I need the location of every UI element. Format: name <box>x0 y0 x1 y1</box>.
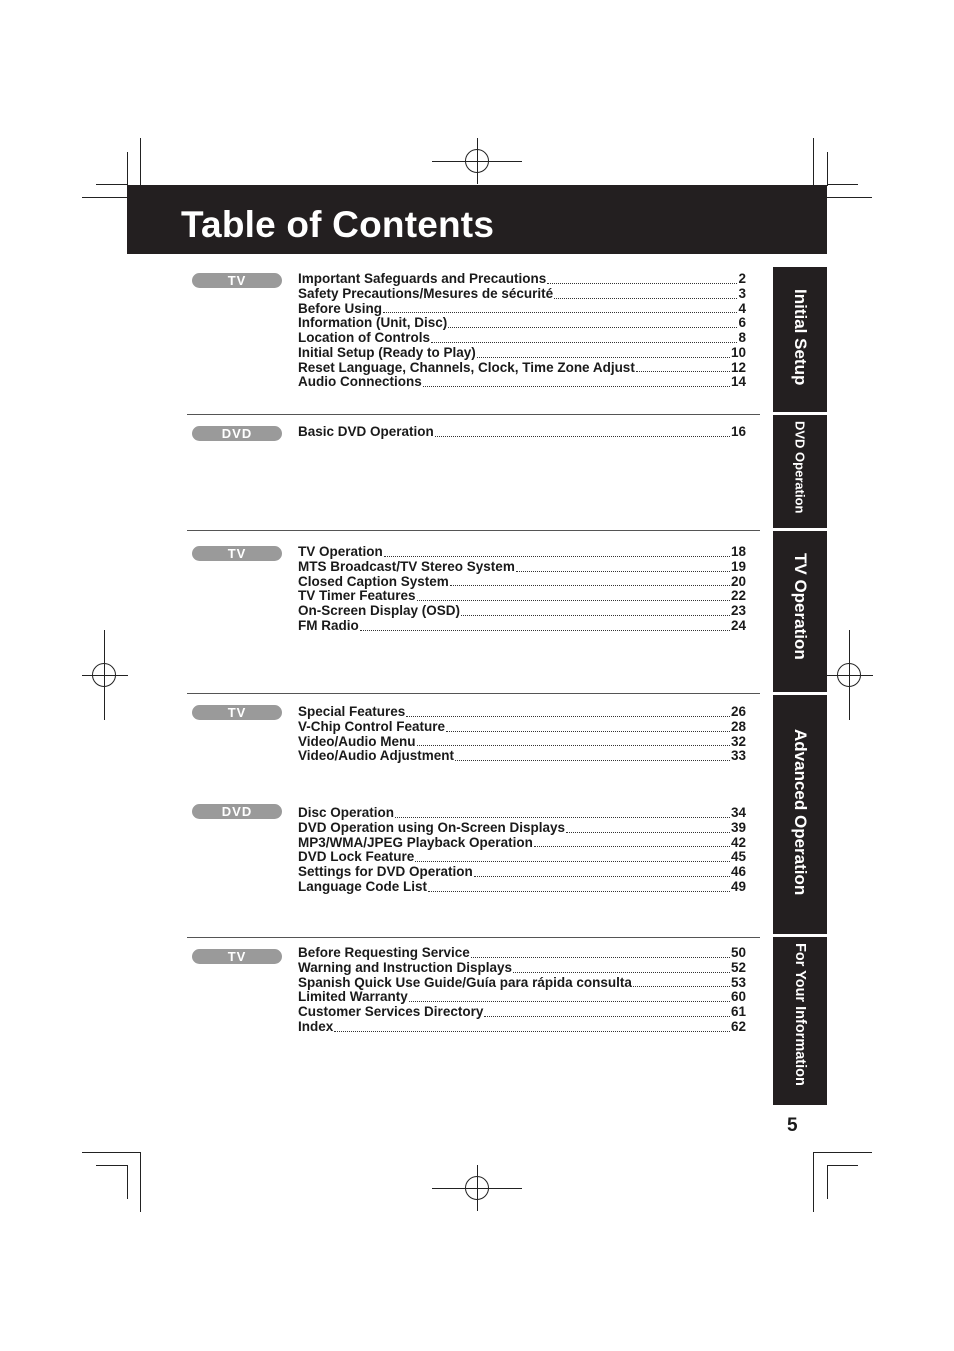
toc-entry-title: Limited Warranty <box>298 989 408 1005</box>
toc-entry-page: 60 <box>730 989 746 1005</box>
toc-entry[interactable] <box>298 821 746 836</box>
toc-section-for-your-information <box>298 946 746 1035</box>
toc-entry-title: Basic DVD Operation <box>298 424 434 439</box>
toc-entry-title: V-Chip Control Feature <box>298 718 446 734</box>
toc-entry-title: Location of Controls <box>298 330 430 345</box>
toc-entry[interactable] <box>298 749 746 764</box>
toc-entry[interactable] <box>298 961 746 976</box>
toc-entry-title: Before Requesting Service <box>298 945 470 960</box>
toc-section-advanced-dvd <box>298 806 746 895</box>
section-badge-dvd: DVD <box>192 804 282 819</box>
dot-leader <box>566 831 730 833</box>
toc-entry-page: 16 <box>730 424 746 439</box>
side-tab-advanced-operation[interactable] <box>773 695 827 934</box>
toc-entry[interactable] <box>298 720 746 735</box>
dot-leader <box>484 1015 730 1017</box>
toc-entry[interactable] <box>298 361 746 376</box>
toc-entry-page: 45 <box>730 849 746 865</box>
section-divider <box>187 530 760 531</box>
toc-entry[interactable] <box>298 302 746 317</box>
dot-leader <box>446 730 730 732</box>
dot-leader <box>516 570 730 572</box>
toc-entry-page: 18 <box>730 544 746 559</box>
side-tab-label: DVD Operation <box>792 421 808 514</box>
dot-leader <box>636 370 730 372</box>
dot-leader <box>360 629 730 631</box>
dot-leader <box>415 860 730 862</box>
toc-entry-title: TV Operation <box>298 544 383 559</box>
toc-entry-title: Special Features <box>298 704 406 719</box>
dot-leader <box>448 326 737 328</box>
toc-section-initial-setup <box>298 272 746 390</box>
dot-leader <box>633 985 730 987</box>
toc-entry-page: 8 <box>738 330 746 345</box>
side-tab-tv-operation[interactable] <box>773 531 827 692</box>
toc-entry-page: 20 <box>730 573 746 589</box>
section-badge-tv: TV <box>192 546 282 561</box>
toc-entry-page: 22 <box>730 588 746 604</box>
toc-entry-page: 4 <box>738 300 746 316</box>
dot-leader <box>383 311 737 313</box>
side-tab-dvd-operation[interactable] <box>773 415 827 528</box>
toc-entry-title: FM Radio <box>298 617 359 633</box>
dot-leader <box>334 1030 730 1032</box>
side-tab-label: Advanced Operation <box>791 729 810 896</box>
dot-leader <box>423 385 730 387</box>
toc-entry-title: MTS Broadcast/TV Stereo System <box>298 558 515 574</box>
dot-leader <box>395 816 730 818</box>
dot-leader <box>455 759 730 761</box>
toc-entry-page: 19 <box>730 558 746 574</box>
section-badge-tv: TV <box>192 705 282 720</box>
dot-leader <box>461 614 730 616</box>
toc-section-advanced-tv <box>298 705 746 764</box>
dot-leader <box>409 1000 730 1002</box>
section-divider <box>187 414 760 415</box>
dot-leader <box>513 971 730 973</box>
toc-entry-page: 10 <box>730 344 746 360</box>
toc-entry-page: 33 <box>730 748 746 764</box>
toc-entry[interactable] <box>298 287 746 302</box>
side-tab-for-your-information[interactable] <box>773 937 827 1105</box>
toc-entry[interactable] <box>298 272 746 287</box>
toc-entry-title: Safety Precautions/Mesures de sécurité <box>298 285 554 301</box>
toc-entry[interactable] <box>298 425 746 440</box>
toc-entry-title: TV Timer Features <box>298 588 416 604</box>
toc-entry-page: 28 <box>730 718 746 734</box>
toc-entry-page: 23 <box>730 603 746 618</box>
dot-leader <box>554 297 737 299</box>
dot-leader <box>428 890 730 892</box>
dot-leader <box>471 956 730 958</box>
toc-entry-page: 50 <box>730 945 746 960</box>
toc-entry-title: Spanish Quick Use Guide/Guía para rápida consulta <box>298 974 632 990</box>
toc-entry-title: Language Code List <box>298 878 428 894</box>
toc-entry-title: Audio Connections <box>298 374 422 390</box>
page-number: 5 <box>787 1115 798 1136</box>
toc-section-dvd-operation <box>298 425 746 440</box>
dot-leader <box>547 282 737 284</box>
dot-leader <box>435 435 730 437</box>
dot-leader <box>474 875 730 877</box>
toc-entry[interactable] <box>298 1005 746 1020</box>
toc-entry-page: 32 <box>730 733 746 749</box>
toc-entry-page: 34 <box>730 805 746 820</box>
toc-entry-title: Initial Setup (Ready to Play) <box>298 344 476 360</box>
toc-section-tv-operation <box>298 545 746 634</box>
section-badge-tv: TV <box>192 273 282 288</box>
dot-leader <box>417 599 730 601</box>
toc-entry-page: 42 <box>730 834 746 850</box>
toc-entry-title: MP3/WMA/JPEG Playback Operation <box>298 834 533 850</box>
side-tab-label: Initial Setup <box>791 289 810 386</box>
toc-entry[interactable] <box>298 946 746 961</box>
toc-entry-title: Important Safeguards and Precautions <box>298 271 547 286</box>
toc-entry-title: DVD Lock Feature <box>298 849 415 865</box>
side-tab-label: TV Operation <box>791 553 810 660</box>
toc-entry-title: DVD Operation using On-Screen Displays <box>298 819 566 835</box>
dot-leader <box>431 341 737 343</box>
toc-entry-page: 26 <box>730 704 746 719</box>
dot-leader <box>384 555 730 557</box>
dot-leader <box>477 356 730 358</box>
toc-entry[interactable] <box>298 346 746 361</box>
toc-entry-page: 49 <box>730 878 746 894</box>
section-badge-tv: TV <box>192 949 282 964</box>
toc-entry[interactable] <box>298 1020 746 1035</box>
toc-entry[interactable] <box>298 705 746 720</box>
toc-entry-title: Before Using <box>298 300 383 316</box>
toc-entry-page: 46 <box>730 864 746 879</box>
toc-entry[interactable] <box>298 850 746 865</box>
section-divider <box>187 937 760 938</box>
toc-entry-page: 12 <box>730 359 746 375</box>
section-badge-dvd: DVD <box>192 426 282 441</box>
toc-entry-page: 3 <box>738 285 746 301</box>
toc-entry[interactable] <box>298 375 746 390</box>
toc-entry-title: On-Screen Display (OSD) <box>298 603 461 618</box>
dot-leader <box>534 845 730 847</box>
toc-entry-page: 14 <box>730 374 746 390</box>
toc-entry-title: Information (Unit, Disc) <box>298 315 448 331</box>
toc-entry-title: Customer Services Directory <box>298 1004 484 1019</box>
toc-entry-title: Video/Audio Menu <box>298 733 416 749</box>
toc-entry-page: 61 <box>730 1004 746 1019</box>
dot-leader <box>406 715 730 717</box>
side-tab-label: For Your Information <box>792 943 808 1086</box>
toc-entry-title: Closed Caption System <box>298 573 449 589</box>
toc-entry-page: 2 <box>738 271 746 286</box>
toc-entry-title: Video/Audio Adjustment <box>298 748 455 764</box>
toc-entry[interactable] <box>298 316 746 331</box>
toc-entry-page: 52 <box>730 959 746 975</box>
toc-entry[interactable] <box>298 735 746 750</box>
toc-entry-title: Warning and Instruction Displays <box>298 959 513 975</box>
toc-entry-page: 24 <box>730 617 746 633</box>
toc-entry-title: Index <box>298 1018 334 1034</box>
toc-entry[interactable] <box>298 560 746 575</box>
toc-entry-title: Reset Language, Channels, Clock, Time Zone Adjust <box>298 359 635 375</box>
toc-entry-page: 53 <box>730 974 746 990</box>
section-divider <box>187 693 760 694</box>
toc-entry[interactable] <box>298 990 746 1005</box>
toc-entry[interactable] <box>298 865 746 880</box>
toc-entry[interactable] <box>298 619 746 634</box>
toc-entry-page: 39 <box>730 819 746 835</box>
toc-entry-title: Settings for DVD Operation <box>298 864 473 879</box>
side-tab-initial-setup[interactable] <box>773 267 827 412</box>
toc-entry[interactable] <box>298 589 746 604</box>
toc-entry[interactable] <box>298 331 746 346</box>
toc-entry[interactable] <box>298 806 746 821</box>
toc-entry[interactable] <box>298 976 746 991</box>
toc-entry[interactable] <box>298 604 746 619</box>
toc-entry[interactable] <box>298 880 746 895</box>
page-title: Table of Contents <box>181 204 495 245</box>
toc-entry-title: Disc Operation <box>298 805 395 820</box>
toc-entry[interactable] <box>298 575 746 590</box>
toc-entry[interactable] <box>298 545 746 560</box>
toc-entry-page: 62 <box>730 1018 746 1034</box>
toc-entry[interactable] <box>298 836 746 851</box>
dot-leader <box>417 744 730 746</box>
toc-entry-page: 6 <box>738 315 746 331</box>
dot-leader <box>450 584 730 586</box>
